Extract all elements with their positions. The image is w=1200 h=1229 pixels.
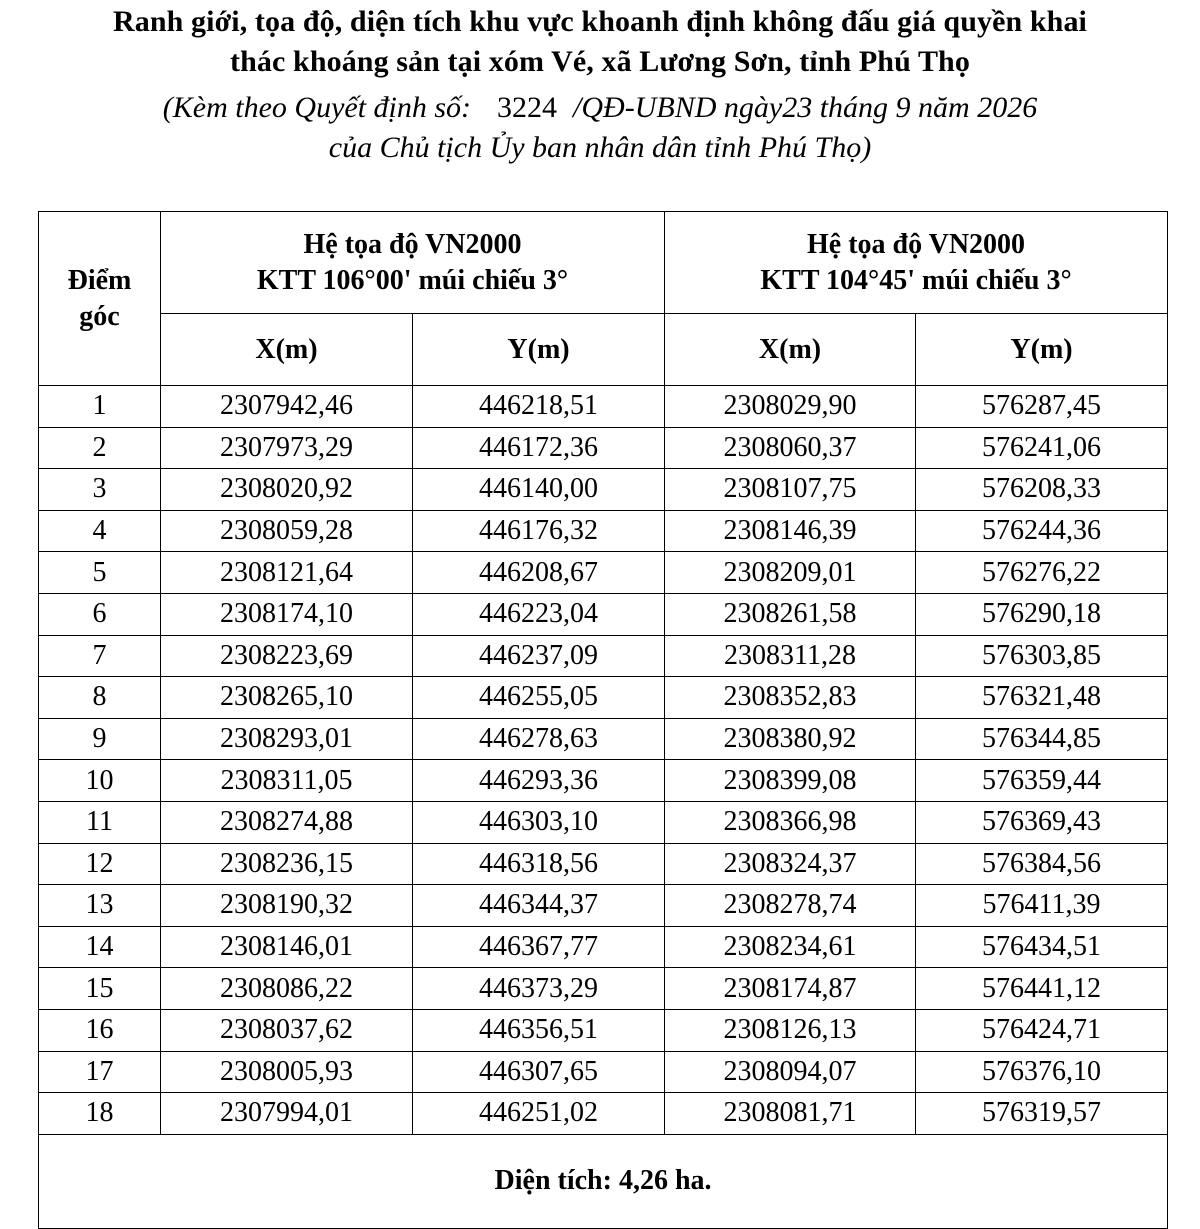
subtitle-line-1 bbox=[0, 88, 1200, 128]
system-a-y-cell: 446218,51 bbox=[413, 386, 665, 428]
point-number-cell: 10 bbox=[39, 760, 161, 802]
system-a-x-cell: 2308020,92 bbox=[161, 469, 413, 511]
point-number-cell: 7 bbox=[39, 635, 161, 677]
decision-day: 23 bbox=[782, 91, 813, 124]
system-a-y-cell: 446237,09 bbox=[413, 635, 665, 677]
point-number-cell: 3 bbox=[39, 469, 161, 511]
system-a-y-cell: 446208,67 bbox=[413, 552, 665, 594]
system-a-x-cell: 2307994,01 bbox=[161, 1093, 413, 1135]
system-a-y-cell: 446176,32 bbox=[413, 510, 665, 552]
point-number-cell: 4 bbox=[39, 510, 161, 552]
system-b-y-cell: 576434,51 bbox=[916, 926, 1168, 968]
table-row bbox=[39, 1009, 1168, 1051]
system-b-x-cell: 2308324,37 bbox=[665, 843, 916, 885]
system-a-y-cell: 446373,29 bbox=[413, 968, 665, 1010]
point-number-cell: 5 bbox=[39, 552, 161, 594]
system-b-y-cell: 576276,22 bbox=[916, 552, 1168, 594]
system-b-x-cell: 2308399,08 bbox=[665, 760, 916, 802]
subtitle-suffix: /QĐ-UBND ngày bbox=[573, 91, 783, 124]
point-number-cell: 14 bbox=[39, 926, 161, 968]
system-a-y-cell: 446356,51 bbox=[413, 1009, 665, 1051]
table-row bbox=[39, 386, 1168, 428]
system-b-y-cell: 576244,36 bbox=[916, 510, 1168, 552]
table-body bbox=[39, 386, 1168, 1135]
system-b-x-cell: 2308311,28 bbox=[665, 635, 916, 677]
coordinates-table bbox=[38, 211, 1168, 1229]
point-number-cell: 16 bbox=[39, 1009, 161, 1051]
system-b-x-cell: 2308380,92 bbox=[665, 718, 916, 760]
system-b-x-header: X(m) bbox=[665, 314, 916, 386]
table-row bbox=[39, 510, 1168, 552]
title-line-2: thác khoáng sản tại xóm Vé, xã Lương Sơn, tỉnh Phú Thọ bbox=[230, 45, 970, 78]
system-b-x-cell: 2308366,98 bbox=[665, 801, 916, 843]
table-row bbox=[39, 760, 1168, 802]
system-b-y-cell: 576319,57 bbox=[916, 1093, 1168, 1135]
system-b-y-cell: 576411,39 bbox=[916, 885, 1168, 927]
corner-point-header: Điểm góc bbox=[39, 212, 161, 386]
point-number-cell: 18 bbox=[39, 1093, 161, 1135]
system-a-x-cell: 2308121,64 bbox=[161, 552, 413, 594]
table-row bbox=[39, 635, 1168, 677]
system-b-y-cell: 576369,43 bbox=[916, 801, 1168, 843]
system-b-x-cell: 2308146,39 bbox=[665, 510, 916, 552]
table-row bbox=[39, 677, 1168, 719]
system-b-x-cell: 2308278,74 bbox=[665, 885, 916, 927]
system-b-y-header: Y(m) bbox=[916, 314, 1168, 386]
system-b-x-cell: 2308234,61 bbox=[665, 926, 916, 968]
system-a-y-cell: 446172,36 bbox=[413, 427, 665, 469]
system-a-x-cell: 2308311,05 bbox=[161, 760, 413, 802]
system-a-y-cell: 446293,36 bbox=[413, 760, 665, 802]
system-a-y-cell: 446140,00 bbox=[413, 469, 665, 511]
point-number-cell: 1 bbox=[39, 386, 161, 428]
document-title bbox=[0, 2, 1200, 82]
system-a-x-cell: 2308005,93 bbox=[161, 1051, 413, 1093]
point-number-cell: 13 bbox=[39, 885, 161, 927]
system-a-y-cell: 446251,02 bbox=[413, 1093, 665, 1135]
system-b-y-cell: 576359,44 bbox=[916, 760, 1168, 802]
subtitle-prefix: (Kèm theo Quyết định số: bbox=[162, 91, 472, 124]
table-row bbox=[39, 1093, 1168, 1135]
system-b-x-cell: 2308081,71 bbox=[665, 1093, 916, 1135]
system-a-y-cell: 446307,65 bbox=[413, 1051, 665, 1093]
table-row bbox=[39, 552, 1168, 594]
system-a-x-cell: 2308293,01 bbox=[161, 718, 413, 760]
system-b-y-cell: 576441,12 bbox=[916, 968, 1168, 1010]
point-number-cell: 8 bbox=[39, 677, 161, 719]
table-row bbox=[39, 968, 1168, 1010]
system-b-x-cell: 2308352,83 bbox=[665, 677, 916, 719]
system-a-x-cell: 2308274,88 bbox=[161, 801, 413, 843]
system-a-x-cell: 2308146,01 bbox=[161, 926, 413, 968]
system-b-y-cell: 576384,56 bbox=[916, 843, 1168, 885]
subtitle-line-2: của Chủ tịch Ủy ban nhân dân tỉnh Phú Thọ) bbox=[328, 131, 872, 164]
table-row bbox=[39, 885, 1168, 927]
month-label: tháng bbox=[819, 91, 889, 124]
system-b-y-cell: 576241,06 bbox=[916, 427, 1168, 469]
system-a-x-cell: 2308236,15 bbox=[161, 843, 413, 885]
system-a-x-cell: 2308059,28 bbox=[161, 510, 413, 552]
system-a-y-cell: 446255,05 bbox=[413, 677, 665, 719]
point-number-cell: 15 bbox=[39, 968, 161, 1010]
decision-number: 3224 bbox=[497, 91, 558, 124]
document-subtitle bbox=[0, 88, 1200, 168]
decision-month: 9 bbox=[895, 91, 911, 124]
system-a-y-header: Y(m) bbox=[413, 314, 665, 386]
table-row bbox=[39, 1051, 1168, 1093]
system-b-x-cell: 2308029,90 bbox=[665, 386, 916, 428]
system-b-y-cell: 576424,71 bbox=[916, 1009, 1168, 1051]
system-b-y-cell: 576290,18 bbox=[916, 593, 1168, 635]
system-a-x-cell: 2308037,62 bbox=[161, 1009, 413, 1051]
system-b-y-cell: 576321,48 bbox=[916, 677, 1168, 719]
point-number-cell: 9 bbox=[39, 718, 161, 760]
table-row bbox=[39, 926, 1168, 968]
system-b-header: Hệ tọa độ VN2000 KTT 104°45' múi chiếu 3° bbox=[665, 212, 1168, 314]
system-b-y-cell: 576376,10 bbox=[916, 1051, 1168, 1093]
system-a-x-cell: 2308174,10 bbox=[161, 593, 413, 635]
title-line-1: Ranh giới, tọa độ, diện tích khu vực khoanh định không đấu giá quyền khai bbox=[113, 5, 1087, 38]
system-b-x-cell: 2308261,58 bbox=[665, 593, 916, 635]
system-a-x-cell: 2307942,46 bbox=[161, 386, 413, 428]
table-row bbox=[39, 469, 1168, 511]
system-a-x-cell: 2308086,22 bbox=[161, 968, 413, 1010]
system-a-y-cell: 446318,56 bbox=[413, 843, 665, 885]
year-label: năm bbox=[918, 91, 970, 124]
system-a-y-cell: 446303,10 bbox=[413, 801, 665, 843]
table-row bbox=[39, 593, 1168, 635]
table-row bbox=[39, 843, 1168, 885]
system-b-x-cell: 2308107,75 bbox=[665, 469, 916, 511]
table-row bbox=[39, 427, 1168, 469]
system-a-x-cell: 2308190,32 bbox=[161, 885, 413, 927]
system-a-x-header: X(m) bbox=[161, 314, 413, 386]
system-a-x-cell: 2307973,29 bbox=[161, 427, 413, 469]
system-a-y-cell: 446223,04 bbox=[413, 593, 665, 635]
system-b-x-cell: 2308060,37 bbox=[665, 427, 916, 469]
point-number-cell: 17 bbox=[39, 1051, 161, 1093]
system-a-x-cell: 2308223,69 bbox=[161, 635, 413, 677]
table-row bbox=[39, 718, 1168, 760]
system-a-x-cell: 2308265,10 bbox=[161, 677, 413, 719]
decision-year: 2026 bbox=[977, 91, 1038, 124]
system-b-y-cell: 576303,85 bbox=[916, 635, 1168, 677]
system-b-x-cell: 2308174,87 bbox=[665, 968, 916, 1010]
system-b-x-cell: 2308209,01 bbox=[665, 552, 916, 594]
system-b-y-cell: 576208,33 bbox=[916, 469, 1168, 511]
point-number-cell: 6 bbox=[39, 593, 161, 635]
system-b-y-cell: 576287,45 bbox=[916, 386, 1168, 428]
system-a-header: Hệ tọa độ VN2000 KTT 106°00' múi chiếu 3° bbox=[161, 212, 665, 314]
system-a-y-cell: 446344,37 bbox=[413, 885, 665, 927]
system-b-x-cell: 2308126,13 bbox=[665, 1009, 916, 1051]
system-a-y-cell: 446367,77 bbox=[413, 926, 665, 968]
point-number-cell: 2 bbox=[39, 427, 161, 469]
point-number-cell: 12 bbox=[39, 843, 161, 885]
point-number-cell: 11 bbox=[39, 801, 161, 843]
table-row bbox=[39, 801, 1168, 843]
system-b-x-cell: 2308094,07 bbox=[665, 1051, 916, 1093]
system-b-y-cell: 576344,85 bbox=[916, 718, 1168, 760]
area-total: Diện tích: 4,26 ha. bbox=[39, 1134, 1168, 1228]
system-a-y-cell: 446278,63 bbox=[413, 718, 665, 760]
